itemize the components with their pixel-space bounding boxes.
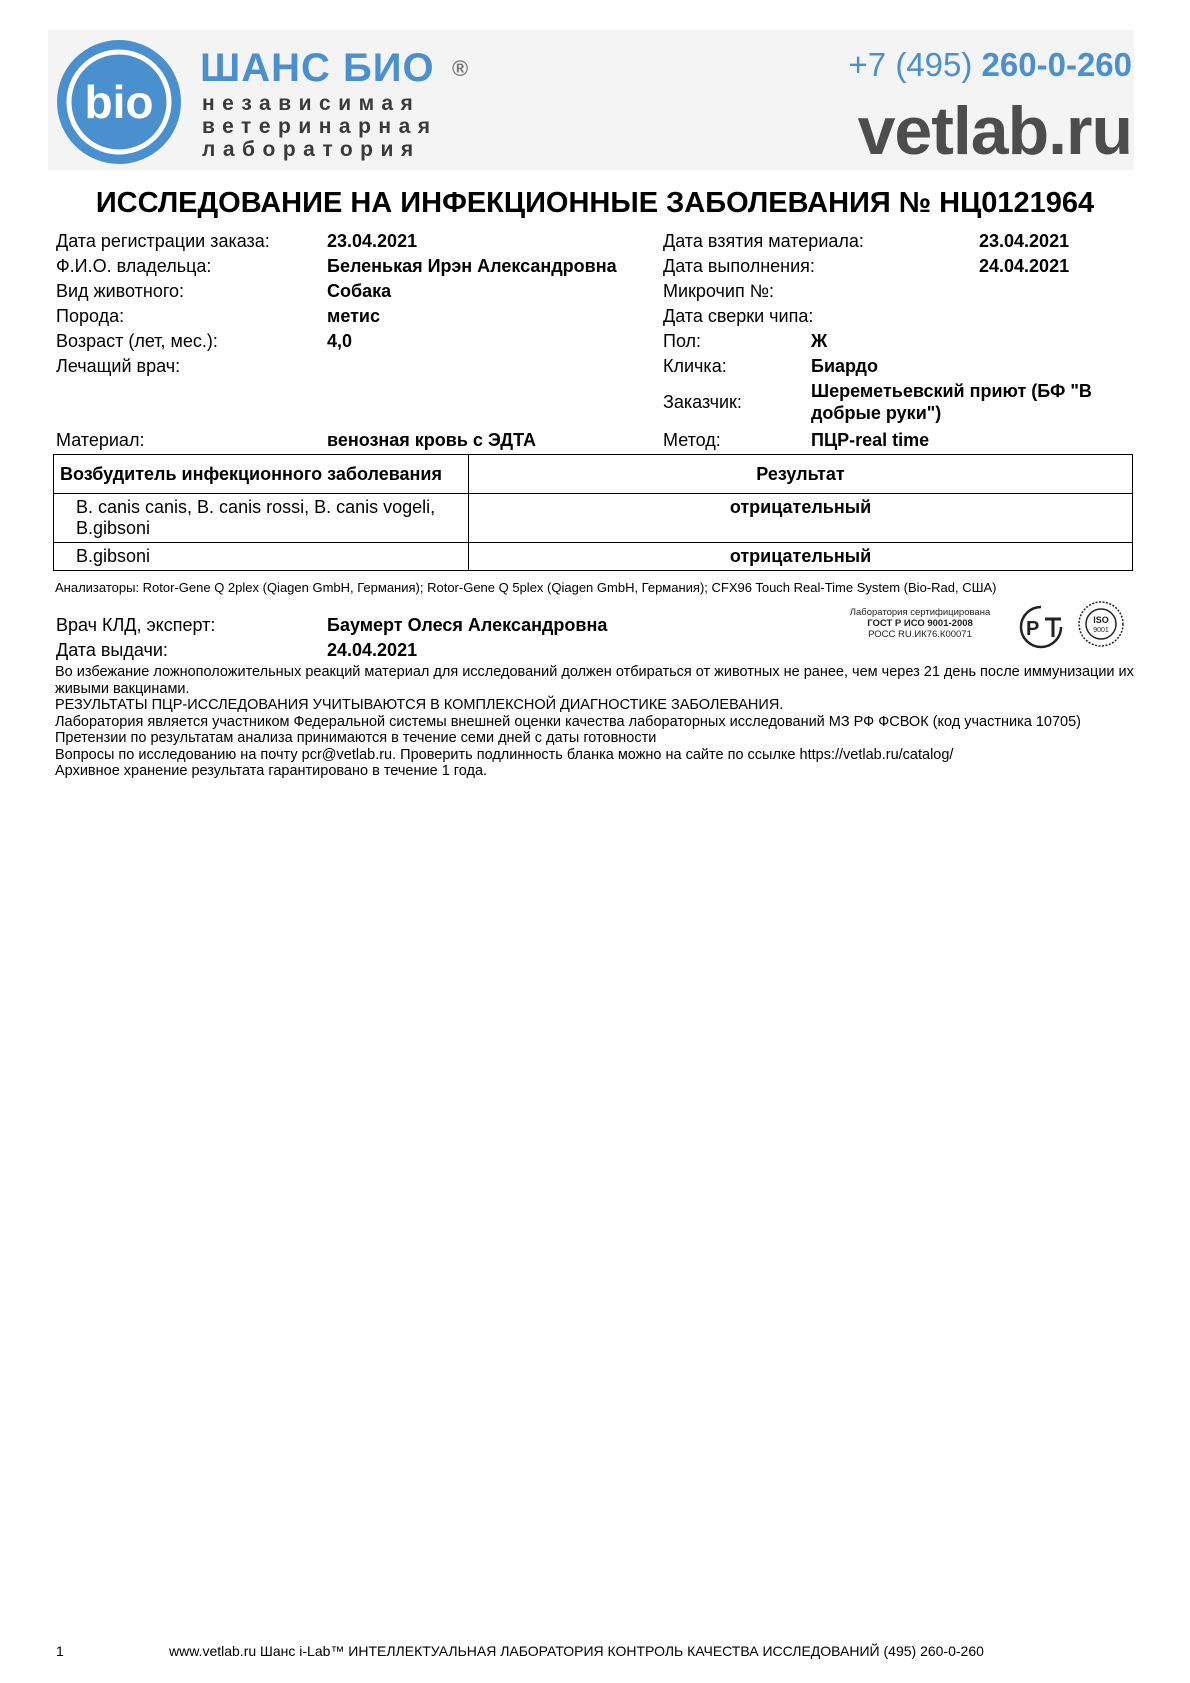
chip-check-label: Дата сверки чипа:	[663, 306, 814, 326]
issue-date-label: Дата выдачи:	[56, 640, 168, 660]
table-header-row	[54, 455, 1133, 494]
svg-text:P: P	[1026, 618, 1040, 640]
sample-date-label: Дата взятия материала:	[663, 231, 864, 251]
analyzers-note: Анализаторы: Rotor-Gene Q 2plex (Qiagen GmbH, Германия); Rotor-Gene Q 5plex (Qiagen GmbH, Германия); CFX96 Touch Real-Time System (Bio-Rad, США)	[55, 580, 997, 595]
note-line: Вопросы по исследованию на почту pcr@vetlab.ru. Проверить подлинность бланка можно на сайте по ссылке https://vetlab.ru/catalog/	[55, 746, 954, 763]
pathogen-cell: B.gibsoni	[54, 543, 469, 571]
species-label: Вид животного:	[56, 281, 185, 301]
brand-name: ШАНС БИО	[200, 46, 435, 90]
method-label: Метод:	[663, 430, 721, 450]
customer-value-line2: добрые руки")	[811, 403, 942, 423]
certification-text	[830, 607, 1010, 640]
doctor-label: Лечащий врач:	[56, 356, 181, 376]
footer-text: www.vetlab.ru Шанс i-Lab™ ИНТЕЛЛЕКТУАЛЬНАЯ ЛАБОРАТОРИЯ КОНТРОЛЬ КАЧЕСТВА ИССЛЕДОВАНИЙ (495) 260-0-260	[169, 1643, 984, 1659]
sex-label: Пол:	[663, 331, 702, 351]
sample-date-value: 23.04.2021	[979, 231, 1070, 251]
note-line: Претензии по результатам анализа принимаются в течение семи дней с даты готовности	[55, 730, 657, 746]
phone-prefix: +7 (495)	[848, 46, 973, 83]
pathogen-column-header: Возбудитель инфекционного заболевания	[54, 455, 469, 494]
phone-number: 260-0-260	[981, 46, 1132, 83]
result-cell: отрицательный	[469, 543, 1133, 571]
rst-mark-icon	[1015, 603, 1067, 649]
logo-text: bio	[84, 76, 154, 128]
done-date-value: 24.04.2021	[979, 256, 1070, 276]
breed-label: Порода:	[56, 306, 125, 326]
bio-logo	[55, 38, 183, 166]
document-title: ИССЛЕДОВАНИЕ НА ИНФЕКЦИОННЫЕ ЗАБОЛЕВАНИЯ № НЦ0121964	[95, 187, 1095, 219]
material-value: венозная кровь с ЭДТА	[327, 430, 536, 450]
done-date-label: Дата выполнения:	[663, 256, 815, 276]
issue-date-value: 24.04.2021	[327, 640, 418, 660]
result-cell: отрицательный	[469, 494, 1133, 543]
page-number: 1	[56, 1643, 64, 1659]
owner-label: Ф.И.О. владельца:	[56, 256, 212, 276]
website-logo[interactable]: vetlab.ru	[857, 93, 1132, 169]
chip-label: Микрочип №:	[663, 281, 775, 301]
pathogen-line: B. canis canis, B. canis rossi, B. canis vogeli,	[76, 497, 436, 517]
breed-value: метис	[327, 306, 380, 326]
reg-date-value: 23.04.2021	[327, 231, 418, 251]
expert-name: Баумерт Олеся Александровна	[327, 615, 608, 635]
species-value: Собака	[327, 281, 392, 301]
pathogen-cell	[54, 494, 469, 543]
table-row	[54, 543, 1133, 571]
expert-label: Врач КЛД, эксперт:	[56, 615, 216, 635]
note-line: Архивное хранение результата гарантировано в течение 1 года.	[55, 763, 488, 779]
brand-subtitle-1: независимая	[202, 92, 421, 115]
customer-label: Заказчик:	[663, 392, 742, 412]
customer-value-line1: Шереметьевский приют (БФ "В	[811, 381, 1092, 401]
certification-line: ГОСТ Р ИСО 9001-2008	[867, 618, 973, 629]
iso-bottom-text: 9001	[1093, 627, 1109, 634]
age-value: 4,0	[327, 331, 353, 351]
brand-subtitle-3: лаборатория	[202, 138, 421, 161]
material-label: Материал:	[56, 430, 145, 450]
iso-top-text: ISO	[1093, 615, 1109, 625]
pet-name-value: Биардо	[811, 356, 878, 376]
note-line: Лаборатория является участником Федеральной системы внешней оценки качества лабораторных исследований МЗ РФ ФСВОК (код участника 10705)	[55, 713, 1082, 730]
sex-value: Ж	[811, 331, 828, 351]
pet-name-label: Кличка:	[663, 356, 727, 376]
reg-date-label: Дата регистрации заказа:	[56, 231, 270, 251]
results-table	[53, 454, 1133, 571]
phone[interactable]	[849, 46, 1132, 84]
age-label: Возраст (лет, мес.):	[56, 331, 218, 351]
note-line: Во избежание ложноположительных реакций материал для исследований должен отбираться от животных не ранее, чем через 21 день после иммунизации их живыми вакцинами.	[55, 664, 1134, 697]
registered-mark: ®	[452, 56, 469, 81]
owner-value: Беленькая Ирэн Александровна	[327, 256, 617, 276]
certification-line: Лаборатория сертифицирована	[849, 607, 991, 618]
table-row	[54, 494, 1133, 543]
notes-block	[55, 664, 1135, 780]
result-column-header: Результат	[469, 455, 1133, 494]
iso-9001-icon	[1077, 600, 1125, 648]
method-value: ПЦР-real time	[811, 430, 930, 450]
pathogen-line: B.gibsoni	[76, 518, 151, 538]
certification-line: РОСС RU.ИК76.К00071	[868, 629, 972, 640]
note-line: РЕЗУЛЬТАТЫ ПЦР-ИССЛЕДОВАНИЯ УЧИТЫВАЮТСЯ В КОМПЛЕКСНОЙ ДИАГНОСТИКЕ ЗАБОЛЕВАНИЯ.	[55, 697, 784, 713]
brand-subtitle-2: ветеринарная	[202, 115, 438, 138]
